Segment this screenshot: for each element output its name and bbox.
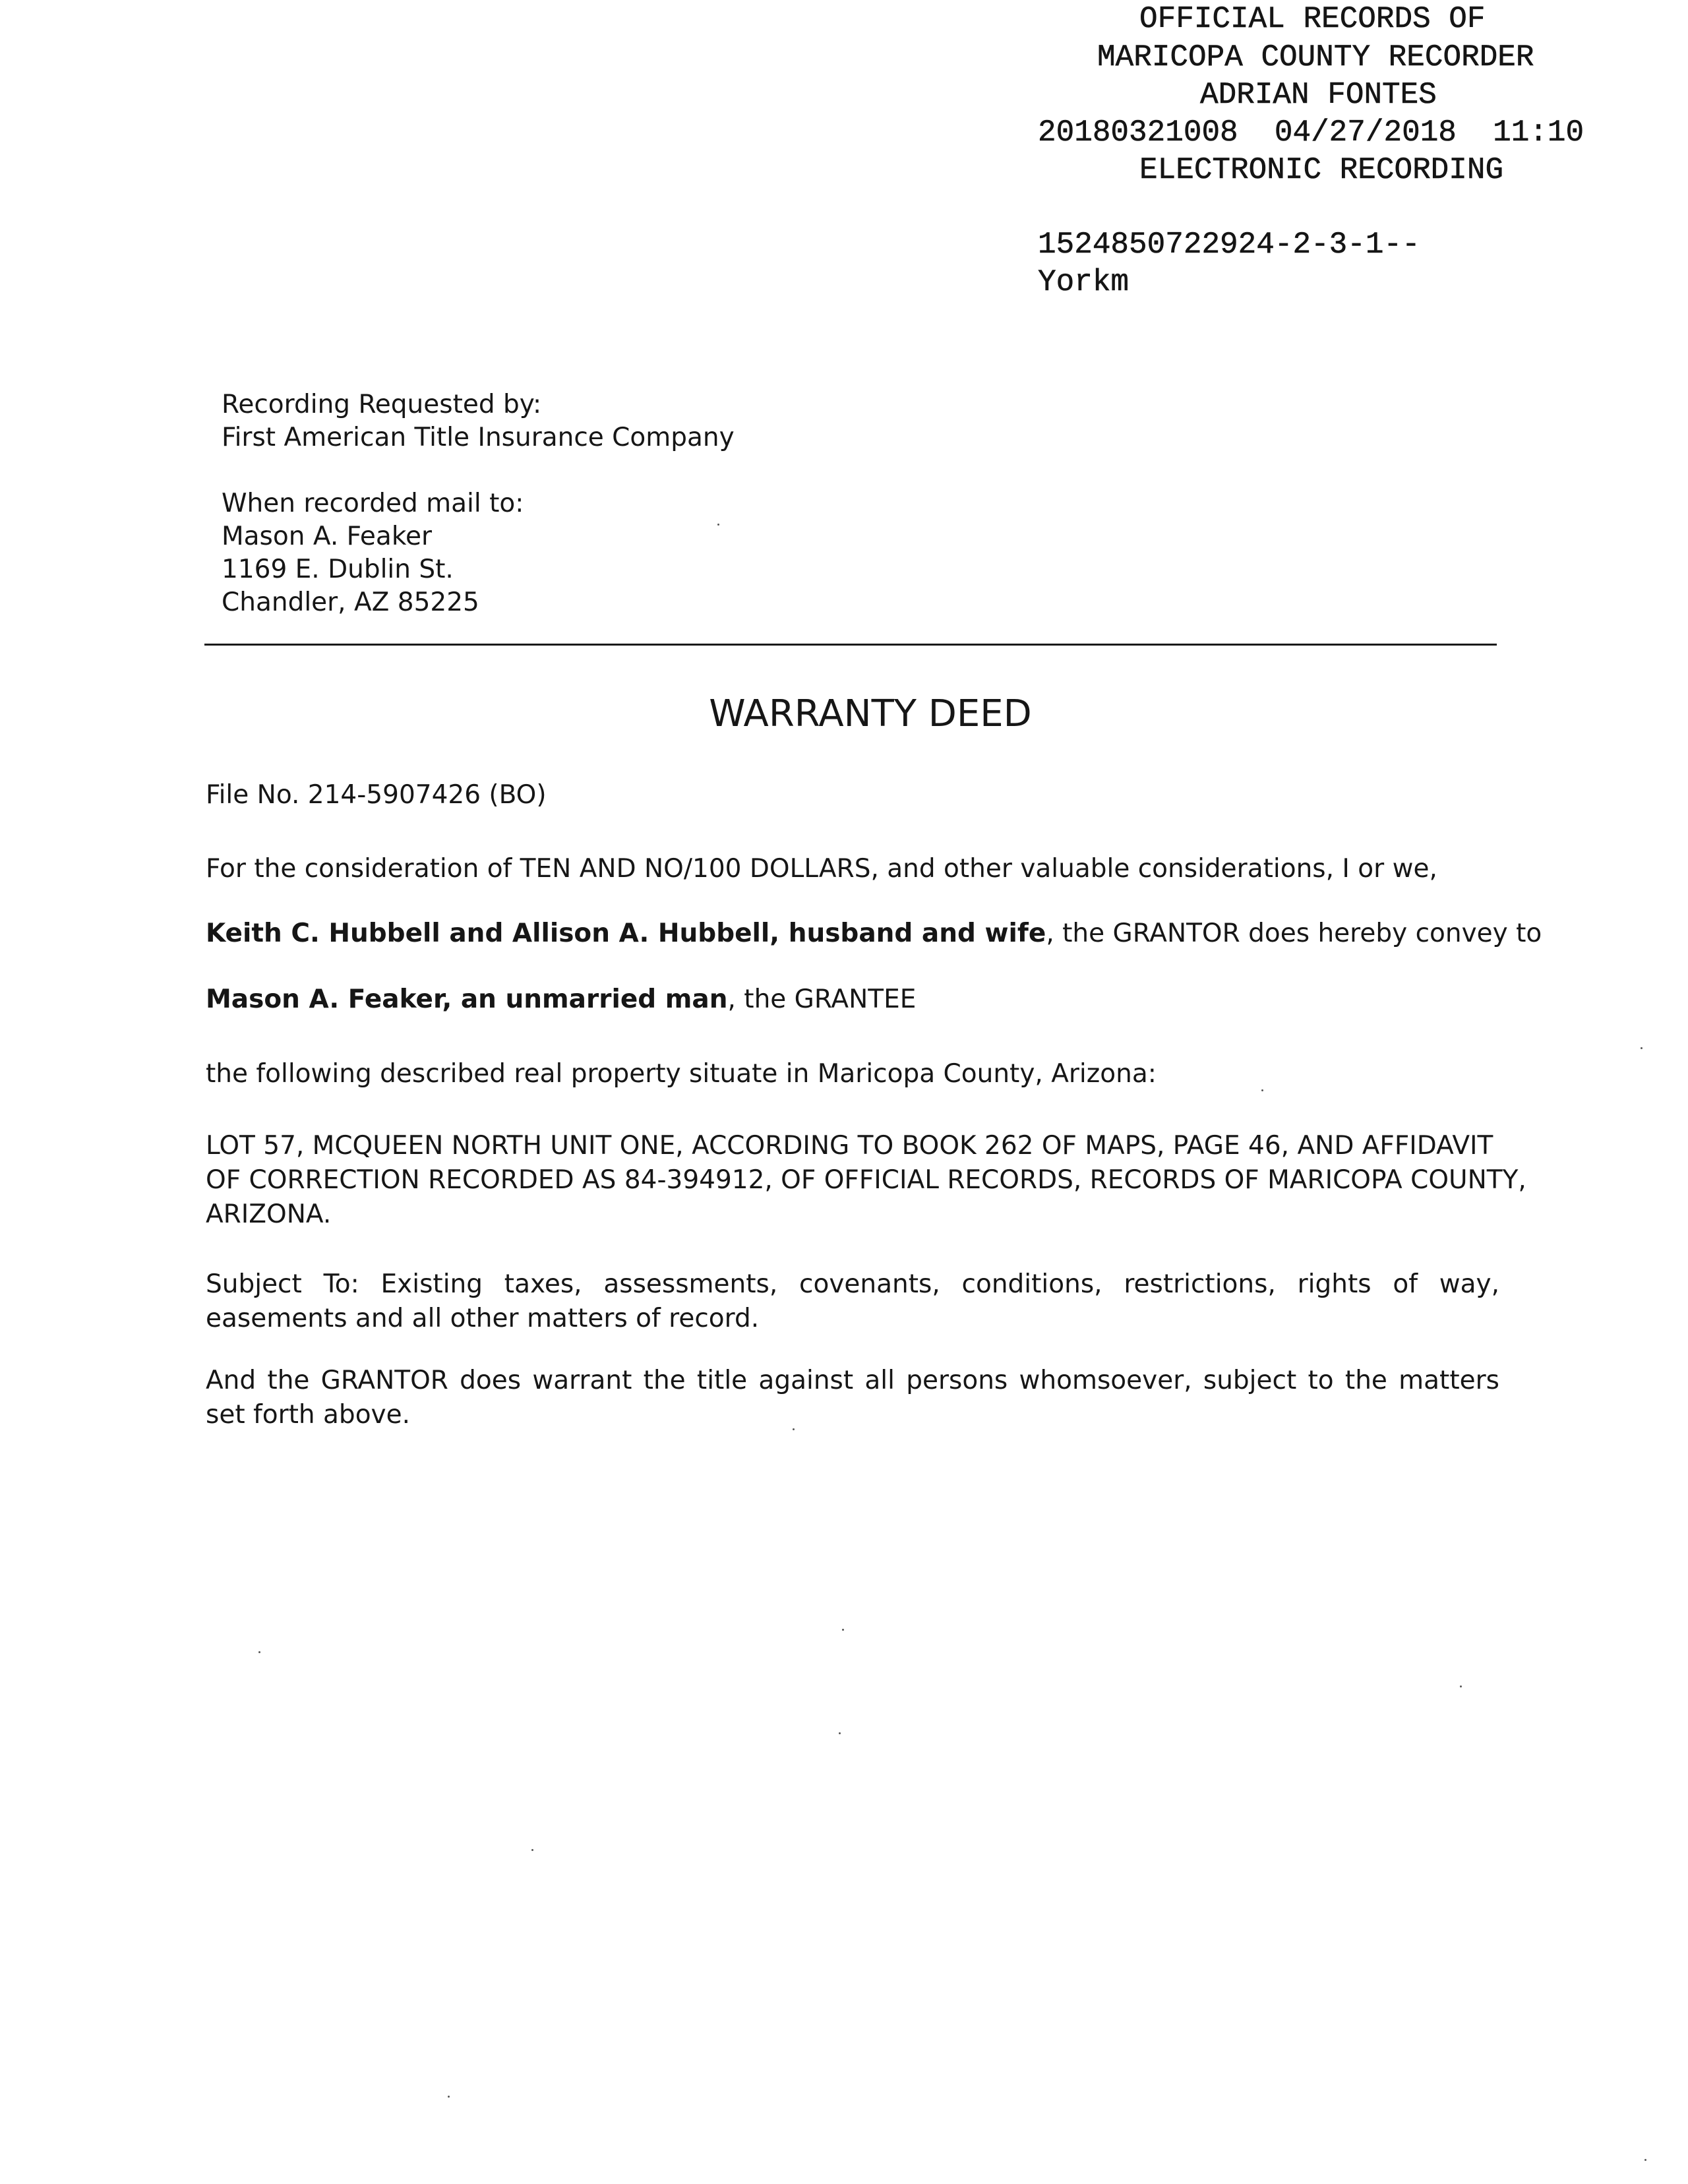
stamp-line-clerk-id: Yorkm xyxy=(1038,265,1130,299)
mail-to-city: Chandler, AZ 85225 xyxy=(222,588,479,617)
scan-speck xyxy=(1641,1047,1643,1049)
legal-description-line-2: OF CORRECTION RECORDED AS 84-394912, OF OFFICIAL RECORDS, RECORDS OF MARICOPA COUNTY, xyxy=(206,1165,1526,1195)
warranty-clause: And the GRANTOR does warrant the title against all persons whomsoever, subject to the matters set forth above. xyxy=(206,1366,1499,1430)
property-intro: the following described real property situate in Maricopa County, Arizona: xyxy=(206,1059,1157,1089)
stamp-line-county-recorder: MARICOPA COUNTY RECORDER xyxy=(1097,40,1534,75)
stamp-line-transaction-id: 1524850722924-2-3-1-- xyxy=(1038,228,1420,262)
document-title xyxy=(0,691,1688,737)
grantor-clause xyxy=(206,917,1542,950)
scan-speck xyxy=(717,524,719,526)
scan-speck xyxy=(842,1629,844,1631)
grantor-suffix: , the GRANTOR does hereby convey to xyxy=(1046,919,1542,948)
legal-description-line-3: ARIZONA. xyxy=(206,1199,332,1229)
requested-by-company: First American Title Insurance Company xyxy=(222,423,735,452)
scan-speck xyxy=(839,1732,841,1734)
requested-by-label: Recording Requested by: xyxy=(222,390,542,419)
scan-speck xyxy=(1261,1089,1263,1091)
stamp-line-official-records: OFFICIAL RECORDS OF xyxy=(1139,2,1486,36)
scan-speck xyxy=(258,1651,260,1653)
stamp-line-record-number-date-time: 20180321008 04/27/2018 11:10 xyxy=(1038,115,1584,150)
mail-to-label: When recorded mail to: xyxy=(222,489,524,518)
legal-description-line-1: LOT 57, MCQUEEN NORTH UNIT ONE, ACCORDING TO BOOK 262 OF MAPS, PAGE 46, AND AFFIDAVIT xyxy=(206,1131,1493,1161)
subject-to-clause: Subject To: Existing taxes, assessments, covenants, conditions, restrictions, rights of way, easements and all other matters of record. xyxy=(206,1269,1499,1333)
stamp-line-electronic-recording: ELECTRONIC RECORDING xyxy=(1139,153,1504,187)
grantee-clause xyxy=(206,983,916,1016)
consideration-clause: For the consideration of TEN AND NO/100 DOLLARS, and other valuable considerations, I or we, xyxy=(206,854,1437,884)
scan-speck xyxy=(531,1849,533,1851)
stamp-line-recorder-name: ADRIAN FONTES xyxy=(1200,78,1437,112)
grantee-suffix: , the GRANTEE xyxy=(727,985,917,1014)
document-title-text: WARRANTY DEED xyxy=(709,692,1032,735)
scan-speck xyxy=(1460,1685,1462,1687)
file-number: File No. 214-5907426 (BO) xyxy=(206,780,547,810)
scan-speck xyxy=(1644,2159,1646,2161)
recorder-stamp xyxy=(0,0,1584,344)
grantor-names: Keith C. Hubbell and Allison A. Hubbell, husband and wife xyxy=(206,919,1046,948)
grantee-names: Mason A. Feaker, an unmarried man xyxy=(206,985,728,1014)
scan-speck xyxy=(448,2096,450,2098)
header-divider xyxy=(204,644,1497,646)
scan-speck xyxy=(793,1428,795,1430)
mail-to-street: 1169 E. Dublin St. xyxy=(222,555,454,584)
mail-to-name: Mason A. Feaker xyxy=(222,522,433,551)
